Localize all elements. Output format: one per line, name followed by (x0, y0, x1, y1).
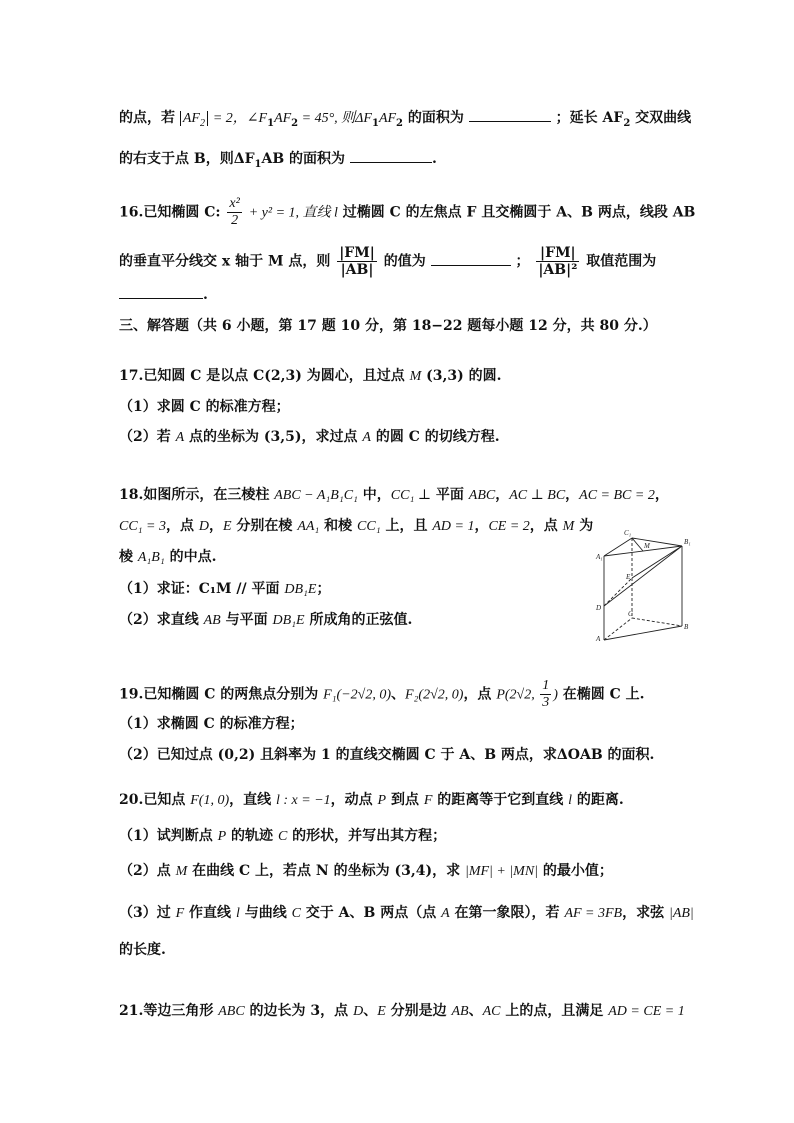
q17-math: A (175, 430, 185, 445)
q21-text: 21.等边三角形 (119, 1003, 219, 1019)
numerator: x² (229, 196, 240, 211)
denominator: 2 (231, 213, 239, 228)
q20-text: ，动点 (330, 792, 378, 808)
q18-text: 分别在棱 (231, 518, 298, 534)
q18-math: CC₁ ⊥ (390, 488, 432, 503)
q20-vector-eq: AF = 3FB (564, 906, 623, 921)
denominator: |AB|² (538, 262, 578, 278)
q15-text: 的右支于点 B，则ΔF (119, 151, 255, 167)
q20-text: 的距离. (572, 792, 624, 808)
q18-text: ， (495, 487, 510, 503)
q20-line-1 (119, 790, 624, 811)
q18-text: 和棱 (319, 518, 358, 534)
q20-text: 与曲线 (239, 905, 292, 921)
label-m: M (644, 542, 650, 550)
label-a1: A₁ (596, 553, 603, 561)
q16-math: l (334, 205, 338, 221)
q15-text: ；延长 AF (555, 110, 624, 126)
segment-eb1 (632, 546, 682, 578)
q16-text: 过椭圆 C 的左焦点 F 且交椭圆于 A、B 两点，线段 AB (337, 204, 696, 221)
label-b1: B₁ (684, 538, 691, 546)
q15-math: = 2，∠F (212, 111, 268, 126)
q18-text: 的中点. (164, 549, 217, 565)
fraction (227, 196, 241, 229)
edge-c1b1 (632, 538, 682, 546)
q21-math: AD = CE = 1 (608, 1004, 685, 1019)
q18-text: 平面 (431, 487, 469, 503)
edge-ab (604, 626, 682, 640)
q20-text: ，直线 (229, 792, 276, 808)
q18-math: AC = BC = 2 (579, 488, 655, 503)
q18-part-1 (119, 579, 330, 600)
q20-part-4: 的长度. (119, 942, 166, 958)
q20-math: F (175, 906, 185, 921)
q18-math: M (562, 519, 575, 534)
q20-math: |MF| + |MN| (464, 864, 539, 879)
label-c: C (628, 610, 633, 618)
q20-text: 在曲线 C 上，若点 N 的坐标为 (3,4)，求 (187, 863, 465, 879)
q15-text: 的点，若 (119, 110, 175, 126)
q18-text: ，点 (166, 518, 199, 534)
q19-line-1 (119, 678, 645, 711)
label-c1: C₁ (624, 529, 632, 537)
q20-math: l (235, 906, 240, 921)
q21-text: 、 (468, 1003, 483, 1019)
q18-line-2 (119, 516, 593, 537)
q20-text: （3）过 (119, 905, 176, 921)
q16-text: 的值为 (383, 253, 426, 270)
q18-text: 所成角的正弦值. (304, 612, 413, 628)
q20-part-3 (119, 903, 694, 924)
label-e: E (626, 573, 631, 581)
q15-text: 交双曲线 (635, 110, 692, 126)
q17-math: M (409, 369, 422, 384)
q15-line-2: 的右支于点 B，则$\Delta F_1AB$ 的面积为 . (119, 148, 437, 175)
q21-math: ABC (218, 1004, 245, 1019)
q20-text: ，求弦 (622, 905, 669, 921)
q17-text: (3,3) 的圆. (421, 368, 502, 384)
q21-line-1 (119, 1001, 685, 1022)
q20-math: |AB| (668, 906, 694, 921)
q16-text: ； (515, 253, 530, 270)
q20-text: 作直线 (184, 905, 236, 921)
q17-text: 的圆 C 的切线方程. (370, 429, 500, 445)
question-number: 16. (119, 204, 144, 221)
q15-math: AF (274, 111, 292, 126)
q19-part-1: （1）求椭圆 C 的标准方程； (119, 716, 304, 732)
q15-text: 的面积为 (407, 110, 464, 126)
q18-text: 上，且 (380, 518, 433, 534)
prism-figure (588, 522, 698, 642)
q18-math: CC₁ = 3 (119, 519, 166, 534)
q17-math: A (362, 430, 371, 445)
q18-text: ， (474, 518, 489, 534)
q15-text: . (431, 151, 437, 167)
q21-text: 上的点，且满足 (500, 1003, 609, 1019)
q20-math: P (377, 793, 387, 808)
q20-text: 的最小值； (538, 863, 613, 879)
q20-math: F (423, 793, 433, 808)
q18-math: D (198, 519, 209, 534)
q18-text: 与平面 (220, 612, 273, 628)
q20-text: 20.已知点 (119, 792, 191, 808)
q18-math: AD = 1 (432, 519, 475, 534)
edge-ac (604, 618, 632, 640)
answer-blank[interactable] (119, 284, 203, 299)
q16-text: 的垂直平分线交 x 轴于 M 点，则 (119, 253, 331, 270)
q18-math: ABC (468, 488, 496, 503)
q18-text: ； (316, 581, 331, 597)
q16-line-2 (119, 245, 656, 278)
q16-text: 取值范围为 (586, 253, 657, 270)
q18-math: CE = 2 (488, 519, 530, 534)
q15-math: AF (378, 111, 397, 126)
q15-line-1: 的点，若 $AF_2 = 2$，$\angle F_1AF_2 = 45^\circ$, 则$\Delta F_1AF_2$ 的面积为 ；延长 $AF_2$ 交双曲线 (119, 107, 691, 134)
q19-text: 19.已知椭圆 C 的两焦点分别为 (119, 686, 324, 703)
fraction (536, 245, 579, 278)
q19-text: 、 (391, 686, 405, 703)
q16-text: 已知椭圆 C: (143, 204, 226, 221)
q20-math: l (568, 793, 573, 808)
q18-text: 18.如图所示，在三棱柱 (119, 487, 275, 503)
q20-math: A (441, 906, 450, 921)
numerator: |FM| (339, 245, 375, 261)
q18-math: DB₁E (284, 582, 317, 597)
q18-text: 为 (574, 518, 594, 534)
q18-part-2 (119, 610, 412, 631)
q15-math: = 45°, 则ΔF (298, 111, 372, 126)
q18-math: CC₁ (357, 519, 381, 534)
q15-text: AB 的面积为 (261, 151, 346, 167)
q20-text: 的距离等于它到直线 (432, 792, 569, 808)
q18-text: ， (565, 487, 580, 503)
q18-text: ， (654, 487, 669, 503)
q16-math: + y² = 1, 直线 (248, 205, 335, 221)
q18-line-3 (119, 547, 216, 568)
label-d: D (596, 604, 602, 612)
numerator: 1 (542, 678, 550, 693)
q16-line-3 (119, 284, 208, 305)
label-b: B (684, 623, 689, 631)
answer-blank[interactable] (469, 107, 551, 122)
q18-text: （2）求直线 (119, 612, 204, 628)
q20-math: F(1, 0) (190, 793, 230, 808)
q19-part-2: （2）已知过点 (0,2) 且斜率为 1 的直线交椭圆 C 于 A、B 两点，求ΔOAB 的面积. (119, 747, 655, 763)
q18-math: E (223, 519, 232, 534)
q18-math: AC ⊥ BC (509, 488, 566, 503)
q16-text: . (203, 287, 208, 303)
q20-part-1 (119, 826, 446, 847)
label-a: A (596, 635, 601, 642)
q20-text: 在第一象限），若 (449, 905, 565, 921)
q17-text: 点的坐标为 (3,5)，求过点 (184, 429, 363, 445)
q18-math: AB (203, 613, 221, 628)
q18-math: A₁B₁ (137, 550, 165, 565)
q19-math: ) (553, 687, 558, 703)
q19-text: ，点 (463, 686, 497, 703)
q20-text: 的形状，并写出其方程； (287, 828, 447, 844)
q19-math: F₁(−2√2, 0) (323, 687, 391, 703)
denominator: 3 (542, 695, 550, 710)
q20-text: 的轨迹 (226, 828, 278, 844)
q21-math: E (377, 1004, 386, 1019)
q20-text: （1）试判断点 (119, 828, 218, 844)
q17-part-2 (119, 427, 500, 448)
segment-de (604, 578, 632, 606)
q19-math: F₂(2√2, 0) (405, 687, 464, 703)
denominator: |AB| (340, 262, 374, 278)
q20-text: 到点 (386, 792, 424, 808)
q21-math: AC (482, 1004, 501, 1019)
answer-blank[interactable] (350, 148, 432, 163)
answer-blank[interactable] (431, 251, 511, 266)
fraction (337, 245, 377, 278)
q19-text: 在椭圆 C 上. (557, 686, 645, 703)
edge-bc (632, 618, 682, 626)
q17-line-1 (119, 366, 502, 387)
q16-line-1 (119, 196, 695, 229)
fraction (540, 678, 551, 711)
q18-math: AA₁ (297, 519, 320, 534)
q18-text: 中， (357, 487, 391, 503)
q21-text: 、 (363, 1003, 378, 1019)
q15-abs-af2: $AF_2$ (180, 111, 208, 126)
q20-text: 交于 A、B 两点（点 (300, 905, 442, 921)
q20-math: l : x = −1 (276, 793, 331, 808)
q18-math: ABC − A₁B₁C₁ (274, 488, 358, 503)
q15-af: AF (182, 111, 200, 126)
q17-text: （2）若 (119, 429, 176, 445)
numerator: |FM| (536, 245, 579, 262)
q21-math: D (353, 1004, 364, 1019)
q18-text: ，点 (529, 518, 563, 534)
q20-text: （2）点 (119, 863, 176, 879)
q20-math: M (175, 864, 188, 879)
section-heading: 三、解答题（共 6 小题，第 17 题 10 分，第 18−22 题每小题 12 分，共 80 分.） (119, 318, 657, 334)
q18-text: ， (209, 518, 223, 534)
q18-text: （1）求证：C₁M // 平面 (119, 581, 285, 597)
q19-math: P(2√2, (496, 687, 539, 703)
q18-text: 棱 (119, 549, 138, 565)
q18-math: DB₁E (272, 613, 305, 628)
q20-math: P (217, 829, 227, 844)
q18-line-1 (119, 485, 669, 506)
q20-math: C (277, 829, 288, 844)
q17-text: 17.已知圆 C 是以点 C(2,3) 为圆心，且过点 (119, 368, 410, 384)
q21-text: 的边长为 3，点 (244, 1003, 354, 1019)
q20-math: C (291, 906, 301, 921)
q17-part-1: （1）求圆 C 的标准方程； (119, 399, 290, 415)
segment-db1 (604, 546, 682, 606)
q21-text: 分别是边 (385, 1003, 452, 1019)
q21-math: AB (451, 1004, 469, 1019)
q20-part-2 (119, 861, 613, 882)
